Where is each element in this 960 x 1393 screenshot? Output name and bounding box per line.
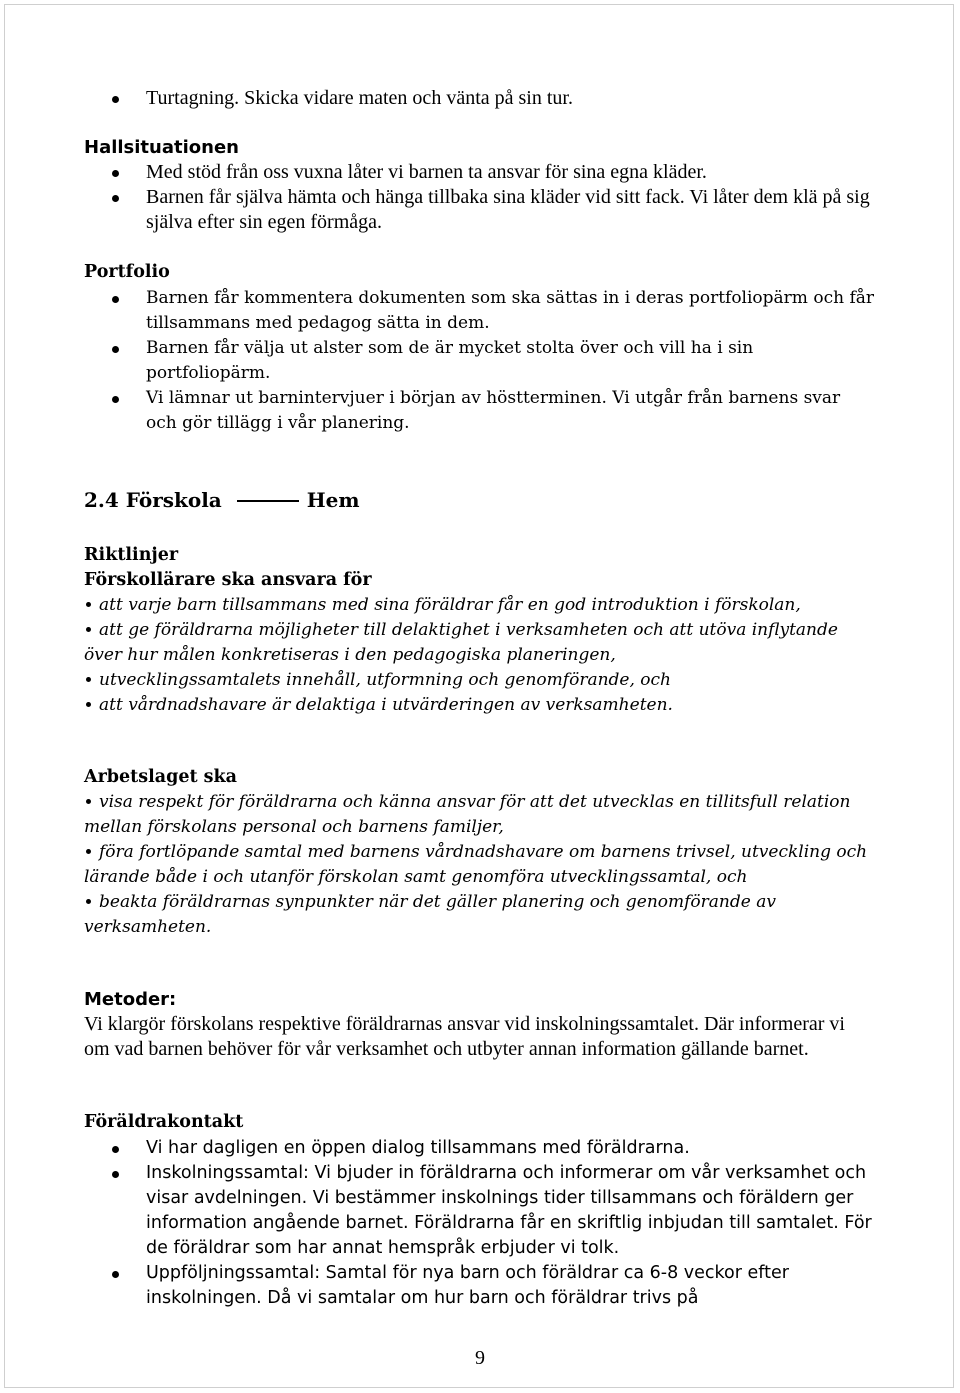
bullet-icon [86, 627, 91, 632]
list-item [84, 593, 874, 618]
list-item: Uppföljningssamtal: Samtal för nya barn och föräldrar ca 6-8 veckor efter inskolningen. Då vi samtalar om hur barn och föräldrar trivs på [84, 1261, 874, 1311]
list-item [84, 840, 874, 890]
bullet-icon [86, 677, 91, 682]
list-item-text: att ge föräldrarna möjligheter till delaktighet i verksamheten och att utöva inflytande över hur målen konkretiseras i den pedagogiska planeringen, [84, 620, 838, 665]
list-item-text: att varje barn tillsammans med sina föräldrar får en god introduktion i förskolan, [99, 595, 801, 615]
portfolio-list [84, 286, 874, 436]
list-item-text: utvecklingssamtalets innehåll, utformning och genomförande, och [99, 670, 671, 690]
portfolio-heading: Portfolio [84, 262, 170, 282]
bullet-icon [86, 702, 91, 707]
hall-list [84, 160, 874, 235]
arbetslaget-heading: Arbetslaget ska [84, 767, 237, 787]
list-item: Vi har dagligen en öppen dialog tillsammans med föräldrarna. [84, 1136, 874, 1161]
hall-heading: Hallsituationen [84, 137, 239, 158]
metoder-text: Vi klargör förskolans respektive föräldrarnas ansvar vid inskolningssamtalet. Där informerar vi om vad barnen behöver för vår verksamhet och utbyter annan information gällande barnet. [84, 1013, 845, 1060]
bullet-icon [86, 849, 91, 854]
list-item: Barnen får kommentera dokumenten som ska sättas in i deras portfoliopärm och får tillsammans med pedagog sätta in dem. [84, 286, 874, 336]
bullet-icon [86, 899, 91, 904]
foraldrakontakt-heading: Föräldrakontakt [84, 1112, 244, 1132]
bullet-icon [86, 799, 91, 804]
riktlinjer-subheading: Förskollärare ska ansvara för [84, 570, 372, 590]
metoder-heading: Metoder: [84, 989, 177, 1010]
page-number: 9 [475, 1347, 485, 1369]
list-item: Turtagning. Skicka vidare maten och vänta på sin tur. [84, 86, 874, 111]
list-item [84, 693, 874, 718]
section-dash [237, 500, 299, 502]
foraldrakontakt-list [84, 1136, 874, 1311]
list-item-text: visa respekt för föräldrarna och känna ansvar för att det utvecklas en tillitsfull relation mellan förskolans personal och barnens familjer, [84, 792, 851, 837]
list-item-text: beakta föräldrarnas synpunkter när det gäller planering och genomförande av verksamheten. [84, 892, 776, 937]
list-item [84, 790, 874, 840]
list-item [84, 618, 874, 668]
list-item: Barnen får själva hämta och hänga tillbaka sina kläder vid sitt fack. Vi låter dem klä på sig själva efter sin egen förmåga. [84, 185, 874, 235]
list-item [84, 668, 874, 693]
section-heading [84, 486, 874, 514]
riktlinjer-list [84, 593, 874, 718]
list-item: Vi lämnar ut barnintervjuer i början av höstterminen. Vi utgår från barnens svar och gör tillägg i vår planering. [84, 386, 874, 436]
top-bullet-list [84, 86, 874, 111]
list-item: Inskolningssamtal: Vi bjuder in föräldrarna och informerar om vår verksamhet och visar avdelningen. Vi bestämmer inskolnings tider tillsammans och föräldern ger information angående barnet. Föräldrarna får en skriftlig inbjudan till samtalet. För de föräldrar som har annat hemspråk erbjuder vi tolk. [84, 1161, 874, 1261]
list-item: Barnen får välja ut alster som de är mycket stolta över och vill ha i sin portfoliopärm. [84, 336, 874, 386]
section-title-a: Förskola [125, 488, 222, 512]
arbetslaget-list [84, 790, 874, 940]
riktlinjer-heading: Riktlinjer [84, 545, 179, 565]
bullet-icon [86, 602, 91, 607]
section-number: 2.4 [84, 488, 119, 512]
list-item-text: föra fortlöpande samtal med barnens vårdnadshavare om barnens trivsel, utveckling och lärande både i och utanför förskolan samt genomföra utvecklingssamtal, och [84, 842, 868, 887]
list-item [84, 890, 874, 940]
list-item: Med stöd från oss vuxna låter vi barnen ta ansvar för sina egna kläder. [84, 160, 874, 185]
list-item-text: att vårdnadshavare är delaktiga i utvärderingen av verksamheten. [99, 695, 673, 715]
section-title-b: Hem [306, 488, 360, 512]
